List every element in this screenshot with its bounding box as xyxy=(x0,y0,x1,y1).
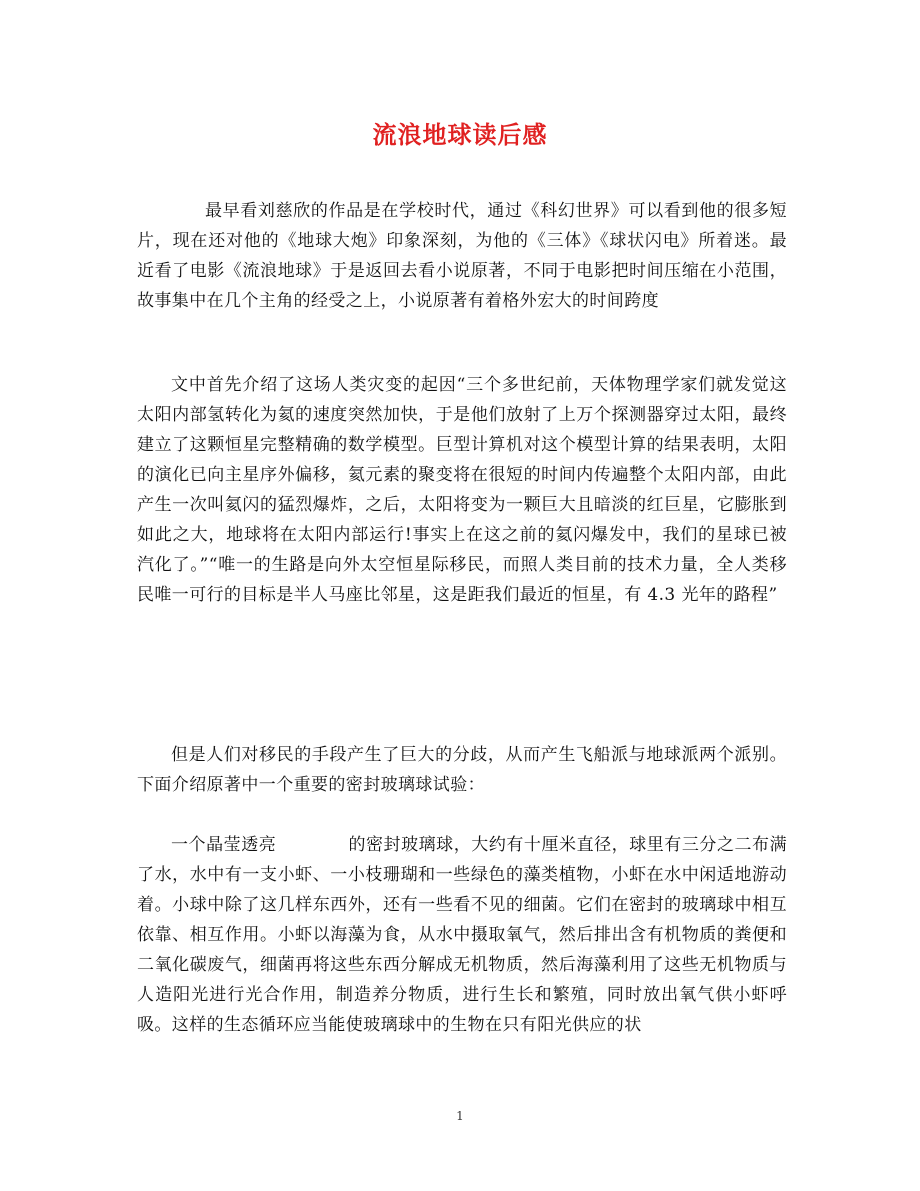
document-title: 流浪地球读后感 xyxy=(372,120,548,149)
paragraph-4-container xyxy=(137,830,787,1040)
paragraph-3-container xyxy=(137,740,787,800)
paragraph-1-container xyxy=(137,196,787,316)
paragraph-4 xyxy=(137,830,787,1040)
paragraph-2: 文中首先介绍了这场人类灾变的起因“三个多世纪前，天体物理学家们就发觉这太阳内部氢转化为氦的速度突然加快，于是他们放射了上万个探测器穿过太阳，最终建立了这颗恒星完整精确的数学模型。巨型计算机对这个模型计算的结果表明，太阳的演化已向主星序外偏移，氦元素的聚变将在很短的时间内传遍整个太阳内部，由此产生一次叫氦闪的猛烈爆炸，之后，太阳将变为一颗巨大且暗淡的红巨星，它膨胀到如此之大，地球将在太阳内部运行!事实上在这之前的氦闪爆发中，我们的星球已被汽化了。”“唯一的生路是向外太空恒星际移民，而照人类目前的技术力量，全人类移民唯一可行的目标是半人马座比邻星，这是距我们最近的恒星，有 4.3 光年的路程” xyxy=(137,375,787,605)
paragraph-3: 但是人们对移民的手段产生了巨大的分歧，从而产生飞船派与地球派两个派别。下面介绍原著中一个重要的密封玻璃球试验： xyxy=(137,745,787,795)
paragraph-4-lead: 一个晶莹透亮 xyxy=(171,835,277,855)
page-number: 1 xyxy=(456,1109,464,1123)
paragraph-1: 最早看刘慈欣的作品是在学校时代，通过《科幻世界》可以看到他的很多短片，现在还对他的《地球大炮》印象深刻，为他的《三体》《球状闪电》所着迷。最近看了电影《流浪地球》于是返回去看小说原著，不同于电影把时间压缩在小范围，故事集中在几个主角的经受之上，小说原著有着格外宏大的时间跨度 xyxy=(137,201,787,311)
paragraph-2-container xyxy=(137,370,787,610)
paragraph-4-text: 的密封玻璃球，大约有十厘米直径，球里有三分之二布满了水，水中有一支小虾、一小枝珊瑚和一些绿色的藻类植物，小虾在水中闲适地游动着。小球中除了这几样东西外，还有一些看不见的细菌。它们在密封的玻璃球中相互依靠、相互作用。小虾以海藻为食，从水中摄取氧气，然后排出含有机物质的粪便和二氧化碳废气，细菌再将这些东西分解成无机物质，然后海藻利用了这些无机物质与人造阳光进行光合作用，制造养分物质，进行生长和繁殖，同时放出氧气供小虾呼吸。这样的生态循环应当能使玻璃球中的生物在只有阳光供应的状 xyxy=(137,835,788,1035)
